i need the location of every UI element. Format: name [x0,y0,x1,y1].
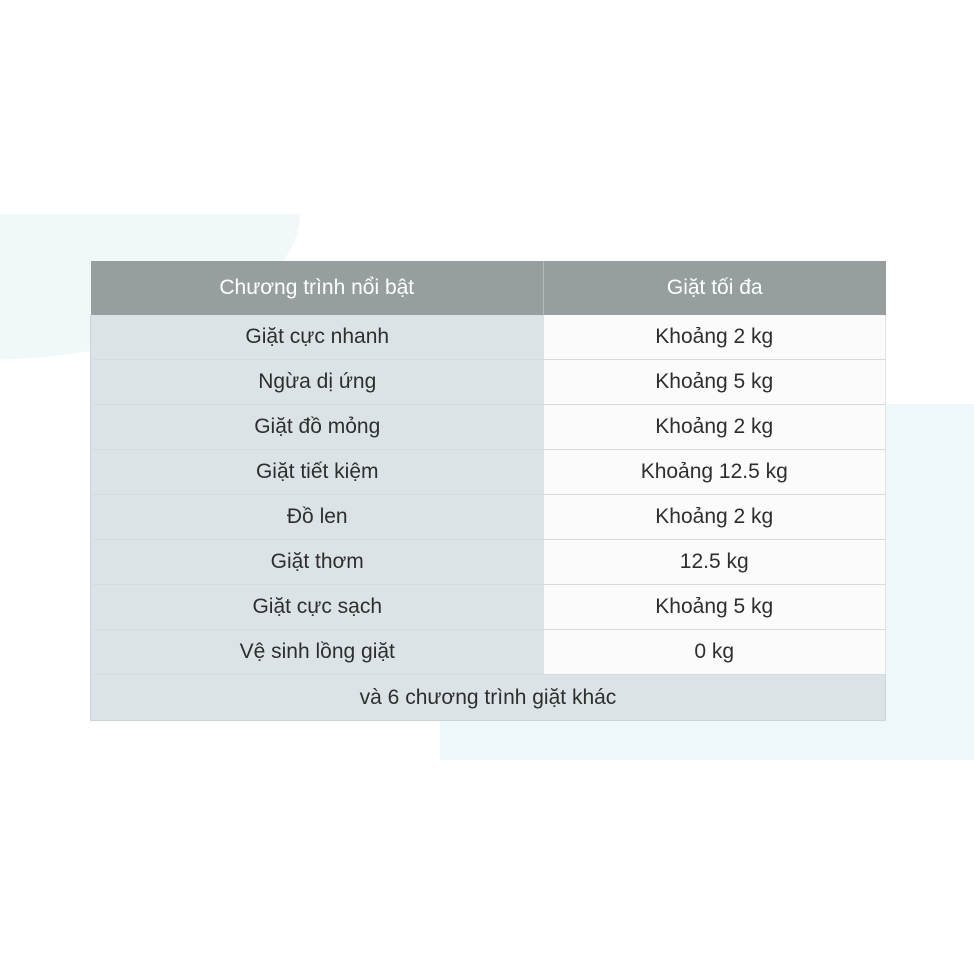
table-row [91,540,886,585]
max-load-cell: Khoảng 5 kg [544,585,886,630]
max-load-cell: 12.5 kg [544,540,886,585]
header-program: Chương trình nổi bật [91,261,544,315]
table-row [91,630,886,675]
washing-program-table [90,261,886,721]
max-load-cell: Khoảng 2 kg [544,405,886,450]
program-cell: Vệ sinh lồng giặt [91,630,544,675]
table-row [91,405,886,450]
program-cell: Đồ len [91,495,544,540]
program-table-container [90,261,885,721]
program-cell: Giặt cực sạch [91,585,544,630]
table-row [91,360,886,405]
header-max-load: Giặt tối đa [544,261,886,315]
program-cell: Giặt đồ mỏng [91,405,544,450]
program-cell: Ngừa dị ứng [91,360,544,405]
table-footer-note: và 6 chương trình giặt khác [91,675,886,721]
max-load-cell: 0 kg [544,630,886,675]
table-footer-row [91,675,886,721]
table-row [91,450,886,495]
table-row [91,315,886,360]
program-cell: Giặt thơm [91,540,544,585]
max-load-cell: Khoảng 2 kg [544,315,886,360]
program-cell: Giặt tiết kiệm [91,450,544,495]
table-row [91,585,886,630]
table-row [91,495,886,540]
max-load-cell: Khoảng 2 kg [544,495,886,540]
max-load-cell: Khoảng 12.5 kg [544,450,886,495]
table-header-row [91,261,886,315]
program-cell: Giặt cực nhanh [91,315,544,360]
max-load-cell: Khoảng 5 kg [544,360,886,405]
